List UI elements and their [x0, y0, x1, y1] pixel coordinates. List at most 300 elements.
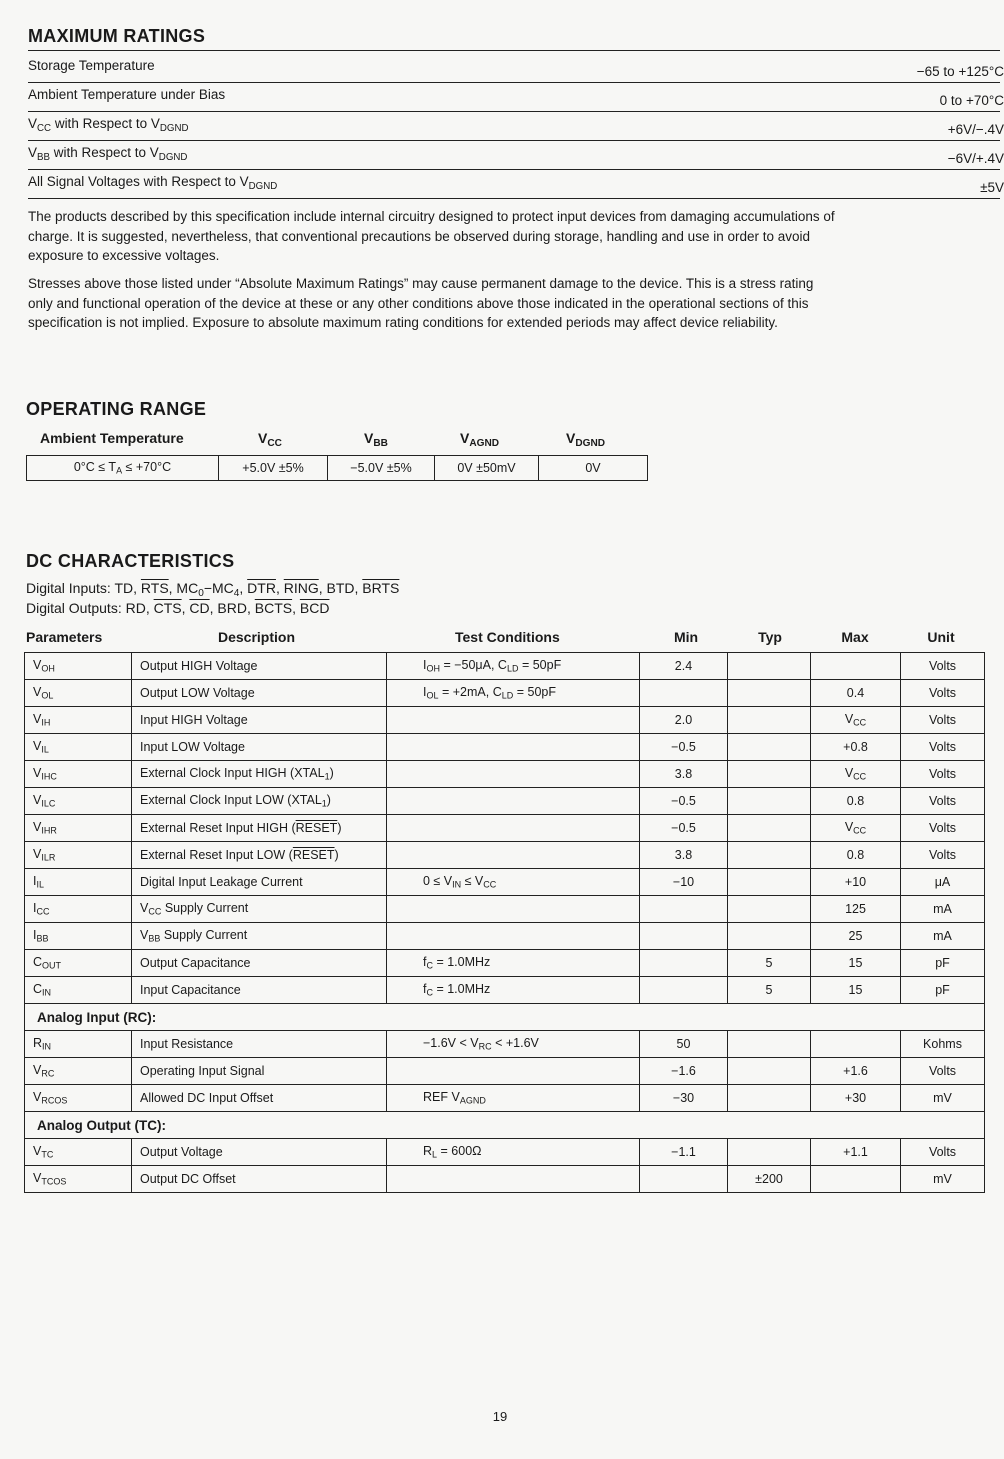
operating-range-table [26, 455, 648, 481]
paragraph-line: exposure to excessive voltages. [28, 248, 220, 263]
text-run: 0 ≤ V [423, 874, 453, 889]
min-cell [640, 977, 728, 1004]
table-row [25, 680, 985, 707]
text-run: V [33, 685, 42, 700]
subscript: OH [426, 663, 440, 674]
text-run: I [423, 658, 427, 673]
dc-header-max: Max [841, 629, 869, 645]
text-run: $\overline{DTR}$ [247, 580, 276, 596]
subscript: CC [853, 825, 867, 836]
min-cell: −0.5 [640, 788, 728, 815]
parameter-cell [25, 815, 132, 842]
unit-cell: Volts [901, 653, 985, 680]
text-run: RING [283, 580, 319, 596]
text-run: Digital Outputs: RD, [26, 600, 154, 616]
subscript: IL [41, 744, 49, 755]
max-cell: 125 [811, 896, 901, 923]
max-cell: +1.6 [811, 1058, 901, 1085]
subscript: DGND [158, 151, 188, 163]
max-cell [811, 653, 901, 680]
max-cell [811, 707, 901, 734]
parameter-cell [25, 1031, 132, 1058]
subscript: OH [41, 663, 55, 674]
subscript: IN [42, 1041, 52, 1052]
unit-cell: Volts [901, 842, 985, 869]
unit-cell: Volts [901, 734, 985, 761]
unit-cell: pF [901, 950, 985, 977]
dc-header-description: Description [218, 629, 296, 645]
parameter-cell [25, 869, 132, 896]
text-run: Output Capacitance [140, 956, 251, 970]
typ-cell [728, 680, 811, 707]
max-cell: 0.8 [811, 842, 901, 869]
text-run: , BTD, [318, 580, 363, 596]
text-run: Input LOW Voltage [140, 740, 245, 754]
text-run: −5.0V ±5% [350, 461, 412, 475]
text-run: V [140, 928, 149, 943]
typ-cell [728, 1085, 811, 1112]
subscript: 1 [324, 771, 330, 782]
test-conditions-cell [387, 1031, 640, 1058]
text-run: Ambient Temperature under Bias [28, 87, 226, 102]
subscript: RC [478, 1041, 492, 1052]
parameter-cell [25, 842, 132, 869]
operating-range-header [40, 430, 184, 446]
test-conditions-cell [387, 1139, 640, 1166]
typ-cell [728, 1058, 811, 1085]
subscript: TCOS [41, 1176, 67, 1187]
text-run: Input Capacitance [140, 983, 241, 997]
text-run: Output LOW Voltage [140, 686, 255, 700]
text-run: 0V [585, 461, 601, 475]
subscript: RCOS [41, 1095, 68, 1106]
operating-range-title: OPERATING RANGE [26, 399, 207, 419]
typ-cell [728, 923, 811, 950]
section-label: Analog Input (RC): [25, 1004, 985, 1031]
min-cell: −30 [640, 1085, 728, 1112]
text-run: Supply Current [160, 928, 248, 943]
unit-cell: mA [901, 923, 985, 950]
table-row [25, 707, 985, 734]
min-cell [640, 950, 728, 977]
subscript: C [426, 987, 433, 998]
test-conditions-cell [387, 869, 640, 896]
subscript: ILC [41, 798, 56, 809]
text-run: V [33, 1063, 42, 1078]
test-conditions-cell [387, 788, 640, 815]
max-cell: 0.8 [811, 788, 901, 815]
text-run: −MC [203, 580, 234, 596]
description-cell [132, 1031, 387, 1058]
unit-cell: Volts [901, 761, 985, 788]
text-run: = 1.0MHz [432, 982, 491, 997]
text-run: Digital Inputs: TD, [26, 580, 141, 596]
max-cell [811, 815, 901, 842]
subscript: CC [853, 717, 867, 728]
parameter-cell [25, 1166, 132, 1193]
table-row [25, 815, 985, 842]
paragraph-line: only and functional operation of the device at these or any other conditions above those indicated in the operational sections of this [28, 295, 809, 311]
rating-row [28, 53, 1004, 83]
text-run: External Clock Input LOW (XTAL [140, 793, 322, 808]
subscript: DGND [575, 438, 606, 450]
text-run: All Signal Voltages with Respect to V [28, 174, 249, 189]
paragraph-line: Stresses above those listed under “Absolute Maximum Ratings” may cause permanent damage to the device. This is a stress rating [28, 276, 814, 291]
text-run: Output HIGH Voltage [140, 659, 258, 673]
subscript: IHR [41, 825, 57, 836]
parameter-cell [25, 950, 132, 977]
subscript: BB [148, 933, 161, 944]
text-run: V [33, 1171, 42, 1186]
text-run: V [364, 430, 374, 446]
typ-cell [728, 1031, 811, 1058]
rating-value: ±5V [980, 180, 1004, 195]
text-run: Digital Input Leakage Current [140, 875, 303, 889]
table-row [25, 788, 985, 815]
min-cell: 3.8 [640, 842, 728, 869]
text-run: with Respect to V [49, 145, 159, 160]
description-cell [132, 842, 387, 869]
dc-characteristics-title: DC CHARACTERISTICS [26, 551, 235, 571]
parameter-cell [25, 788, 132, 815]
subscript: AGND [469, 438, 500, 450]
test-conditions-cell [387, 977, 640, 1004]
parameter-cell [25, 761, 132, 788]
text-run: , [181, 600, 190, 616]
table-row [25, 977, 985, 1004]
subscript: CC [148, 906, 162, 917]
max-cell [811, 1166, 901, 1193]
text-run: = 600Ω [437, 1144, 482, 1159]
text-run: , [292, 600, 300, 616]
text-run: R [423, 1144, 433, 1159]
text-run: V [33, 766, 42, 781]
text-run: ≤ +70°C [122, 460, 172, 475]
rating-value: +6V/−.4V [947, 122, 1004, 137]
dc-characteristics-table [24, 652, 985, 1193]
unit-cell: pF [901, 977, 985, 1004]
typ-cell [728, 653, 811, 680]
typ-cell [728, 788, 811, 815]
subscript: 1 [321, 798, 327, 809]
text-run: V [33, 739, 42, 754]
text-run: = −50μA, C [439, 658, 507, 673]
description-cell [132, 707, 387, 734]
unit-cell: mV [901, 1085, 985, 1112]
operating-range-header [460, 430, 499, 449]
rating-row [28, 82, 1004, 112]
text-run: Ambient Temperature [40, 430, 184, 446]
test-conditions-cell [387, 707, 640, 734]
max-cell: +0.8 [811, 734, 901, 761]
maximum-ratings-title: MAXIMUM RATINGS [28, 26, 206, 46]
table-row [25, 1031, 985, 1058]
parameter-cell [25, 1058, 132, 1085]
subscript: OL [426, 690, 439, 701]
text-run: V [33, 1144, 42, 1159]
description-cell [132, 1166, 387, 1193]
dc-header-test-conditions: Test Conditions [455, 629, 560, 645]
table-row [25, 761, 985, 788]
subscript: BB [373, 438, 388, 450]
parameter-cell [25, 653, 132, 680]
text-run: V [844, 820, 854, 835]
test-conditions-cell [387, 1085, 640, 1112]
subscript: 4 [233, 588, 240, 600]
digital-outputs-line [26, 600, 329, 616]
unit-cell: mV [901, 1166, 985, 1193]
typ-cell [728, 815, 811, 842]
min-cell: −1.6 [640, 1058, 728, 1085]
paragraph-line: specification is not implied. Exposure to absolute maximum rating conditions for extended periods may affect device reliability. [28, 315, 778, 330]
text-run: +5.0V ±5% [242, 461, 304, 475]
table-row [25, 869, 985, 896]
text-run: ≤ V [461, 874, 484, 889]
dc-header-typ: Typ [758, 629, 782, 645]
text-run: I [33, 874, 37, 889]
operating-range-cell [435, 456, 539, 481]
test-conditions-cell [387, 680, 640, 707]
table-row [25, 1085, 985, 1112]
text-run: V [33, 793, 42, 808]
text-run: Operating Input Signal [140, 1064, 265, 1078]
typ-cell: ±200 [728, 1166, 811, 1193]
rating-label [28, 174, 277, 192]
text-run: $\overline{BCD}$ [299, 600, 330, 616]
text-run: V [33, 820, 42, 835]
min-cell [640, 923, 728, 950]
table-row [25, 1139, 985, 1166]
table-row [25, 1166, 985, 1193]
dc-header-parameters: Parameters [26, 629, 103, 645]
ratings-paragraph [28, 274, 1000, 333]
min-cell: 2.0 [640, 707, 728, 734]
text-run: V [28, 145, 38, 160]
text-run: , [239, 580, 248, 596]
description-cell [132, 977, 387, 1004]
text-run: C [33, 955, 43, 970]
subscript: LD [501, 690, 514, 701]
typ-cell [728, 734, 811, 761]
parameter-cell [25, 896, 132, 923]
rating-value: 0 to +70°C [939, 93, 1004, 108]
dc-header-unit: Unit [927, 629, 955, 645]
max-cell: 25 [811, 923, 901, 950]
subscript: LD [506, 663, 519, 674]
test-conditions-cell [387, 923, 640, 950]
text-run: Output Voltage [140, 1145, 223, 1159]
min-cell: −0.5 [640, 734, 728, 761]
typ-cell [728, 1139, 811, 1166]
rating-row [28, 111, 1004, 141]
min-cell: −0.5 [640, 815, 728, 842]
rating-label [28, 58, 155, 73]
subscript: 0 [198, 588, 204, 600]
subscript: IN [452, 879, 462, 890]
test-conditions-cell [387, 815, 640, 842]
text-run: = +2mA, C [438, 685, 502, 700]
table-row [25, 842, 985, 869]
text-run: , BRD, [209, 600, 255, 616]
parameter-cell [25, 1139, 132, 1166]
operating-range-cell [328, 456, 435, 481]
test-conditions-cell [387, 842, 640, 869]
min-cell: 2.4 [640, 653, 728, 680]
description-cell [132, 734, 387, 761]
subscript: CC [267, 438, 282, 450]
subscript: BB [36, 933, 49, 944]
description-cell [132, 680, 387, 707]
description-cell [132, 788, 387, 815]
operating-range-cell [539, 456, 648, 481]
description-cell [132, 869, 387, 896]
text-run: Output DC Offset [140, 1172, 236, 1186]
text-run: V [33, 712, 42, 727]
table-row [25, 923, 985, 950]
max-cell: 15 [811, 977, 901, 1004]
min-cell: −10 [640, 869, 728, 896]
description-cell [132, 950, 387, 977]
text-run: External Reset Input HIGH ( [140, 821, 296, 835]
text-run: $\overline{RTS}$ [140, 580, 169, 596]
test-conditions-cell [387, 896, 640, 923]
typ-cell [728, 869, 811, 896]
text-run: 0V ±50mV [457, 461, 516, 475]
subscript: ILR [41, 852, 56, 863]
operating-range-header [258, 430, 282, 449]
description-cell [132, 761, 387, 788]
subscript: CC [36, 906, 50, 917]
unit-cell: Volts [901, 680, 985, 707]
text-run: = 50pF [518, 658, 562, 673]
text-run: C [33, 982, 43, 997]
operating-range-header [566, 430, 605, 449]
min-cell [640, 896, 728, 923]
min-cell [640, 1166, 728, 1193]
subscript: A [116, 465, 123, 476]
typ-cell: 5 [728, 950, 811, 977]
section-label: Analog Output (TC): [25, 1112, 985, 1139]
paragraph-line: charge. It is suggested, nevertheless, that conventional precautions be observed during storage, handling and use in order to avoid [28, 228, 811, 244]
text-run: Allowed DC Input Offset [140, 1091, 274, 1105]
unit-cell: Kohms [901, 1031, 985, 1058]
subscript: DGND [248, 180, 278, 192]
parameter-cell [25, 707, 132, 734]
subscript: IHC [41, 771, 57, 782]
text-run: ) [334, 848, 339, 862]
rating-label [28, 116, 189, 134]
description-cell [132, 1085, 387, 1112]
typ-cell [728, 896, 811, 923]
text-run: = 1.0MHz [432, 955, 491, 970]
table-row [25, 1058, 985, 1085]
description-cell [132, 815, 387, 842]
text-run: 0°C ≤ T [73, 460, 117, 475]
subscript: OUT [42, 960, 62, 971]
unit-cell: μA [901, 869, 985, 896]
text-run: Input HIGH Voltage [140, 713, 248, 727]
text-run: RESET [295, 821, 338, 835]
text-run: , [275, 580, 284, 596]
text-run: $\overline{CTS}$ [153, 600, 182, 616]
description-cell [132, 923, 387, 950]
unit-cell: Volts [901, 815, 985, 842]
subscript: TC [41, 1149, 54, 1160]
parameter-cell [25, 1085, 132, 1112]
text-run: $\overline{CD}$ [189, 600, 210, 616]
text-run: V [844, 766, 854, 781]
digital-inputs-line [26, 580, 399, 599]
min-cell: 3.8 [640, 761, 728, 788]
text-run: ) [337, 821, 342, 835]
test-conditions-cell [387, 1058, 640, 1085]
max-cell: +1.1 [811, 1139, 901, 1166]
text-run: R [33, 1036, 43, 1051]
max-cell: +10 [811, 869, 901, 896]
unit-cell: Volts [901, 788, 985, 815]
unit-cell: Volts [901, 1058, 985, 1085]
subscript: AGND [459, 1095, 486, 1106]
text-run: External Clock Input HIGH (XTAL [140, 766, 325, 781]
table-row [25, 950, 985, 977]
operating-range-row [27, 456, 648, 481]
text-run: BRTS [362, 580, 400, 596]
parameter-cell [25, 977, 132, 1004]
page-number: 19 [492, 1409, 508, 1424]
description-cell [132, 653, 387, 680]
text-run: V [460, 430, 470, 446]
text-run: −1.6V < V [423, 1036, 479, 1051]
dc-header-min: Min [673, 629, 699, 645]
test-conditions-cell [387, 1166, 640, 1193]
subscript: RC [41, 1068, 55, 1079]
unit-cell: mA [901, 896, 985, 923]
description-cell [132, 896, 387, 923]
rating-label [28, 145, 187, 163]
parameter-cell [25, 923, 132, 950]
text-run: REF V [423, 1090, 460, 1105]
operating-range-cell [219, 456, 328, 481]
subscript: DGND [159, 122, 189, 134]
table-row [25, 896, 985, 923]
typ-cell: 5 [728, 977, 811, 1004]
text-run: V [844, 712, 854, 727]
table-row [25, 653, 985, 680]
test-conditions-cell [387, 653, 640, 680]
operating-range-cell [27, 456, 219, 481]
typ-cell [728, 761, 811, 788]
rating-row [28, 140, 1004, 170]
test-conditions-cell [387, 950, 640, 977]
text-run: f [423, 982, 427, 997]
test-conditions-cell [387, 761, 640, 788]
text-run: , MC [168, 580, 199, 596]
text-run: V [566, 430, 576, 446]
max-cell: 15 [811, 950, 901, 977]
text-run: V [258, 430, 268, 446]
text-run: Storage Temperature [28, 58, 155, 73]
text-run: ) [326, 793, 331, 808]
max-cell: +30 [811, 1085, 901, 1112]
text-run: V [33, 1090, 42, 1105]
subscript: BB [37, 151, 50, 163]
ratings-paragraph [28, 207, 1000, 266]
subscript: IL [36, 879, 44, 890]
text-run: V [33, 847, 42, 862]
description-cell [132, 1058, 387, 1085]
subscript: CC [853, 771, 867, 782]
typ-cell [728, 707, 811, 734]
